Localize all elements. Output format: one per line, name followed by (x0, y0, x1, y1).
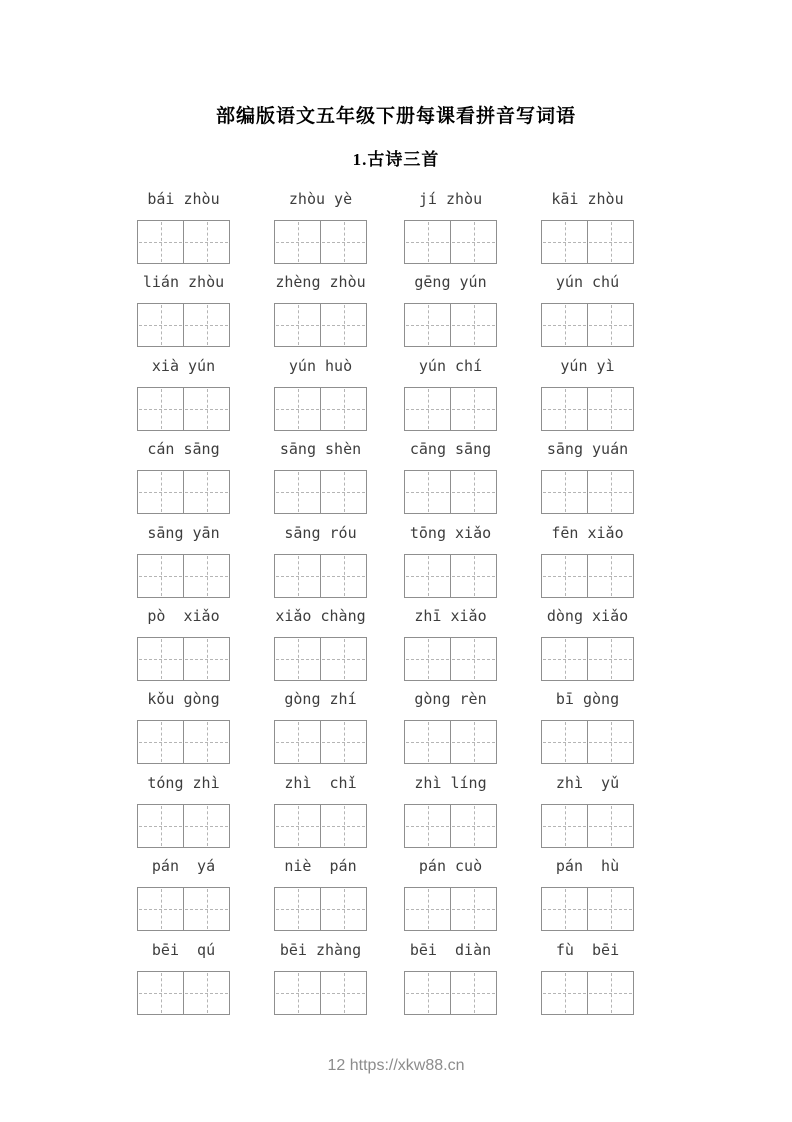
pinyin-label: kǒu gòng (147, 690, 220, 708)
tian-zi-ge-square (137, 804, 184, 848)
pinyin-label: bī gòng (555, 690, 620, 708)
tian-zi-ge-square (450, 887, 497, 931)
word-cell (384, 605, 517, 681)
document-title: 部编版语文五年级下册每课看拼音写词语 (215, 106, 576, 127)
pinyin-label: gòng rèn (414, 690, 487, 708)
word-cell (521, 188, 654, 264)
tian-zi-ge-square (183, 220, 230, 264)
writing-grid (541, 470, 634, 514)
word-cell (117, 522, 250, 598)
writing-grid (274, 303, 367, 347)
tian-zi-ge-square (541, 637, 588, 681)
word-cell (521, 438, 654, 514)
tian-zi-ge-square (404, 971, 451, 1015)
tian-zi-ge-square (137, 887, 184, 931)
tian-zi-ge-square (404, 637, 451, 681)
writing-grid (137, 804, 230, 848)
tian-zi-ge-square (183, 637, 230, 681)
writing-grid (137, 387, 230, 431)
word-cell (384, 688, 517, 764)
tian-zi-ge-square (183, 971, 230, 1015)
pinyin-label: sāng róu (284, 524, 357, 542)
tian-zi-ge-square (450, 720, 497, 764)
tian-zi-ge-square (320, 971, 367, 1015)
tian-zi-ge-square (541, 804, 588, 848)
tian-zi-ge-square (587, 470, 634, 514)
pinyin-label: pán yá (151, 857, 216, 875)
tian-zi-ge-square (137, 220, 184, 264)
pinyin-label: pán hù (555, 857, 620, 875)
tian-zi-ge-square (320, 387, 367, 431)
tian-zi-ge-square (320, 637, 367, 681)
pinyin-label: niè pán (284, 857, 357, 875)
writing-grid (274, 220, 367, 264)
word-cell (117, 605, 250, 681)
writing-grid (137, 720, 230, 764)
word-cell (117, 438, 250, 514)
tian-zi-ge-square (274, 637, 321, 681)
tian-zi-ge-square (320, 887, 367, 931)
tian-zi-ge-square (450, 303, 497, 347)
tian-zi-ge-square (137, 554, 184, 598)
tian-zi-ge-square (587, 303, 634, 347)
writing-grid (274, 720, 367, 764)
word-cell (117, 271, 250, 347)
tian-zi-ge-square (404, 220, 451, 264)
tian-zi-ge-square (587, 387, 634, 431)
word-cell (384, 855, 517, 931)
pinyin-label: zhī xiǎo (414, 607, 487, 625)
tian-zi-ge-square (404, 804, 451, 848)
tian-zi-ge-square (404, 387, 451, 431)
word-cell (117, 188, 250, 264)
pinyin-label: zhì chǐ (284, 774, 357, 792)
pinyin-label: fēn xiǎo (551, 524, 624, 542)
pinyin-label: tōng xiǎo (409, 524, 492, 542)
pinyin-label: pò xiǎo (147, 607, 220, 625)
pinyin-label: bái zhòu (147, 190, 220, 208)
tian-zi-ge-square (137, 637, 184, 681)
tian-zi-ge-square (274, 387, 321, 431)
tian-zi-ge-square (183, 470, 230, 514)
tian-zi-ge-square (183, 887, 230, 931)
word-cell (521, 271, 654, 347)
tian-zi-ge-square (587, 220, 634, 264)
tian-zi-ge-square (320, 554, 367, 598)
pinyin-label: zhèng zhòu (275, 273, 366, 291)
page-footer-url: 12 https://xkw88.cn (327, 1057, 465, 1074)
pinyin-label: gēng yún (414, 273, 487, 291)
tian-zi-ge-square (274, 470, 321, 514)
tian-zi-ge-square (183, 554, 230, 598)
pinyin-label: yún yì (560, 357, 615, 375)
tian-zi-ge-square (541, 470, 588, 514)
tian-zi-ge-square (450, 971, 497, 1015)
tian-zi-ge-square (274, 554, 321, 598)
word-cell (384, 522, 517, 598)
word-cell (117, 688, 250, 764)
tian-zi-ge-square (320, 470, 367, 514)
tian-zi-ge-square (137, 303, 184, 347)
word-cell (254, 438, 387, 514)
word-cell (254, 855, 387, 931)
writing-grid (137, 887, 230, 931)
pinyin-label: pán cuò (418, 857, 483, 875)
writing-grid (541, 637, 634, 681)
word-cell (384, 438, 517, 514)
writing-grid (541, 720, 634, 764)
word-cell (521, 855, 654, 931)
pinyin-label: bēi diàn (409, 941, 492, 959)
writing-grid (541, 971, 634, 1015)
tian-zi-ge-square (541, 554, 588, 598)
tian-zi-ge-square (587, 971, 634, 1015)
word-cell (384, 271, 517, 347)
writing-grid (404, 470, 497, 514)
tian-zi-ge-square (404, 720, 451, 764)
pinyin-label: zhì líng (414, 774, 487, 792)
tian-zi-ge-square (137, 720, 184, 764)
writing-grid (541, 303, 634, 347)
pinyin-label: xià yún (151, 357, 216, 375)
tian-zi-ge-square (320, 220, 367, 264)
tian-zi-ge-square (450, 470, 497, 514)
word-cell (521, 939, 654, 1015)
writing-grid (137, 220, 230, 264)
word-cell (254, 188, 387, 264)
writing-grid (541, 554, 634, 598)
writing-grid (404, 720, 497, 764)
writing-grid (274, 804, 367, 848)
tian-zi-ge-square (450, 220, 497, 264)
writing-grid (404, 303, 497, 347)
tian-zi-ge-square (274, 720, 321, 764)
tian-zi-ge-square (541, 887, 588, 931)
writing-grid (274, 554, 367, 598)
writing-grid (404, 971, 497, 1015)
writing-grid (541, 887, 634, 931)
writing-grid (137, 554, 230, 598)
word-cell (117, 772, 250, 848)
pinyin-label: yún huò (288, 357, 353, 375)
writing-grid (274, 971, 367, 1015)
writing-grid (404, 637, 497, 681)
pinyin-label: sāng shèn (279, 440, 362, 458)
pinyin-label: sāng yān (147, 524, 220, 542)
word-cell (254, 772, 387, 848)
writing-grid (274, 387, 367, 431)
writing-grid (137, 470, 230, 514)
tian-zi-ge-square (274, 971, 321, 1015)
tian-zi-ge-square (137, 971, 184, 1015)
pinyin-label: lián zhòu (142, 273, 225, 291)
pinyin-label: yún chú (555, 273, 620, 291)
tian-zi-ge-square (404, 887, 451, 931)
tian-zi-ge-square (541, 387, 588, 431)
word-cell (521, 605, 654, 681)
writing-grid (274, 470, 367, 514)
pinyin-label: xiǎo chàng (275, 607, 366, 625)
tian-zi-ge-square (404, 470, 451, 514)
writing-grid (404, 804, 497, 848)
pinyin-label: yún chí (418, 357, 483, 375)
pinyin-label: kāi zhòu (551, 190, 624, 208)
pinyin-label: sāng yuán (546, 440, 629, 458)
writing-grid (404, 220, 497, 264)
writing-grid (137, 971, 230, 1015)
tian-zi-ge-square (320, 720, 367, 764)
pinyin-label: cāng sāng (409, 440, 492, 458)
pinyin-label: gòng zhí (284, 690, 357, 708)
tian-zi-ge-square (183, 804, 230, 848)
tian-zi-ge-square (541, 220, 588, 264)
pinyin-label: cán sāng (147, 440, 220, 458)
word-cell (254, 688, 387, 764)
tian-zi-ge-square (587, 720, 634, 764)
word-cell (254, 355, 387, 431)
writing-grid (137, 637, 230, 681)
word-cell (384, 188, 517, 264)
tian-zi-ge-square (450, 554, 497, 598)
word-cell (521, 522, 654, 598)
tian-zi-ge-square (541, 720, 588, 764)
tian-zi-ge-square (587, 637, 634, 681)
pinyin-label: jí zhòu (418, 190, 483, 208)
word-cell (254, 605, 387, 681)
tian-zi-ge-square (450, 387, 497, 431)
tian-zi-ge-square (450, 804, 497, 848)
tian-zi-ge-square (404, 303, 451, 347)
tian-zi-ge-square (274, 220, 321, 264)
tian-zi-ge-square (274, 303, 321, 347)
word-cell (521, 688, 654, 764)
writing-grid (404, 387, 497, 431)
word-cell (117, 855, 250, 931)
writing-grid (541, 804, 634, 848)
writing-grid (404, 554, 497, 598)
tian-zi-ge-square (137, 387, 184, 431)
writing-grid (274, 637, 367, 681)
writing-grid (137, 303, 230, 347)
tian-zi-ge-square (541, 303, 588, 347)
word-cell (117, 939, 250, 1015)
tian-zi-ge-square (450, 637, 497, 681)
tian-zi-ge-square (274, 887, 321, 931)
pinyin-label: zhì yǔ (555, 774, 620, 792)
pinyin-label: zhòu yè (288, 190, 353, 208)
word-cell (117, 355, 250, 431)
tian-zi-ge-square (183, 303, 230, 347)
pinyin-label: dòng xiǎo (546, 607, 629, 625)
writing-grid (404, 887, 497, 931)
tian-zi-ge-square (587, 554, 634, 598)
tian-zi-ge-square (183, 387, 230, 431)
pinyin-label: bēi qú (151, 941, 216, 959)
word-cell (521, 772, 654, 848)
tian-zi-ge-square (587, 887, 634, 931)
tian-zi-ge-square (137, 470, 184, 514)
word-cell (254, 522, 387, 598)
tian-zi-ge-square (541, 971, 588, 1015)
word-cell (521, 355, 654, 431)
tian-zi-ge-square (320, 303, 367, 347)
word-cell (384, 939, 517, 1015)
pinyin-label: fù bēi (555, 941, 620, 959)
pinyin-label: bēi zhàng (279, 941, 362, 959)
word-cell (384, 772, 517, 848)
pinyin-label: tóng zhì (147, 774, 220, 792)
writing-grid (274, 887, 367, 931)
writing-grid (541, 220, 634, 264)
tian-zi-ge-square (320, 804, 367, 848)
word-cell (384, 355, 517, 431)
tian-zi-ge-square (183, 720, 230, 764)
word-cell (254, 271, 387, 347)
tian-zi-ge-square (404, 554, 451, 598)
tian-zi-ge-square (274, 804, 321, 848)
tian-zi-ge-square (587, 804, 634, 848)
writing-grid (541, 387, 634, 431)
word-cell (254, 939, 387, 1015)
lesson-section-title: 1.古诗三首 (352, 150, 440, 169)
